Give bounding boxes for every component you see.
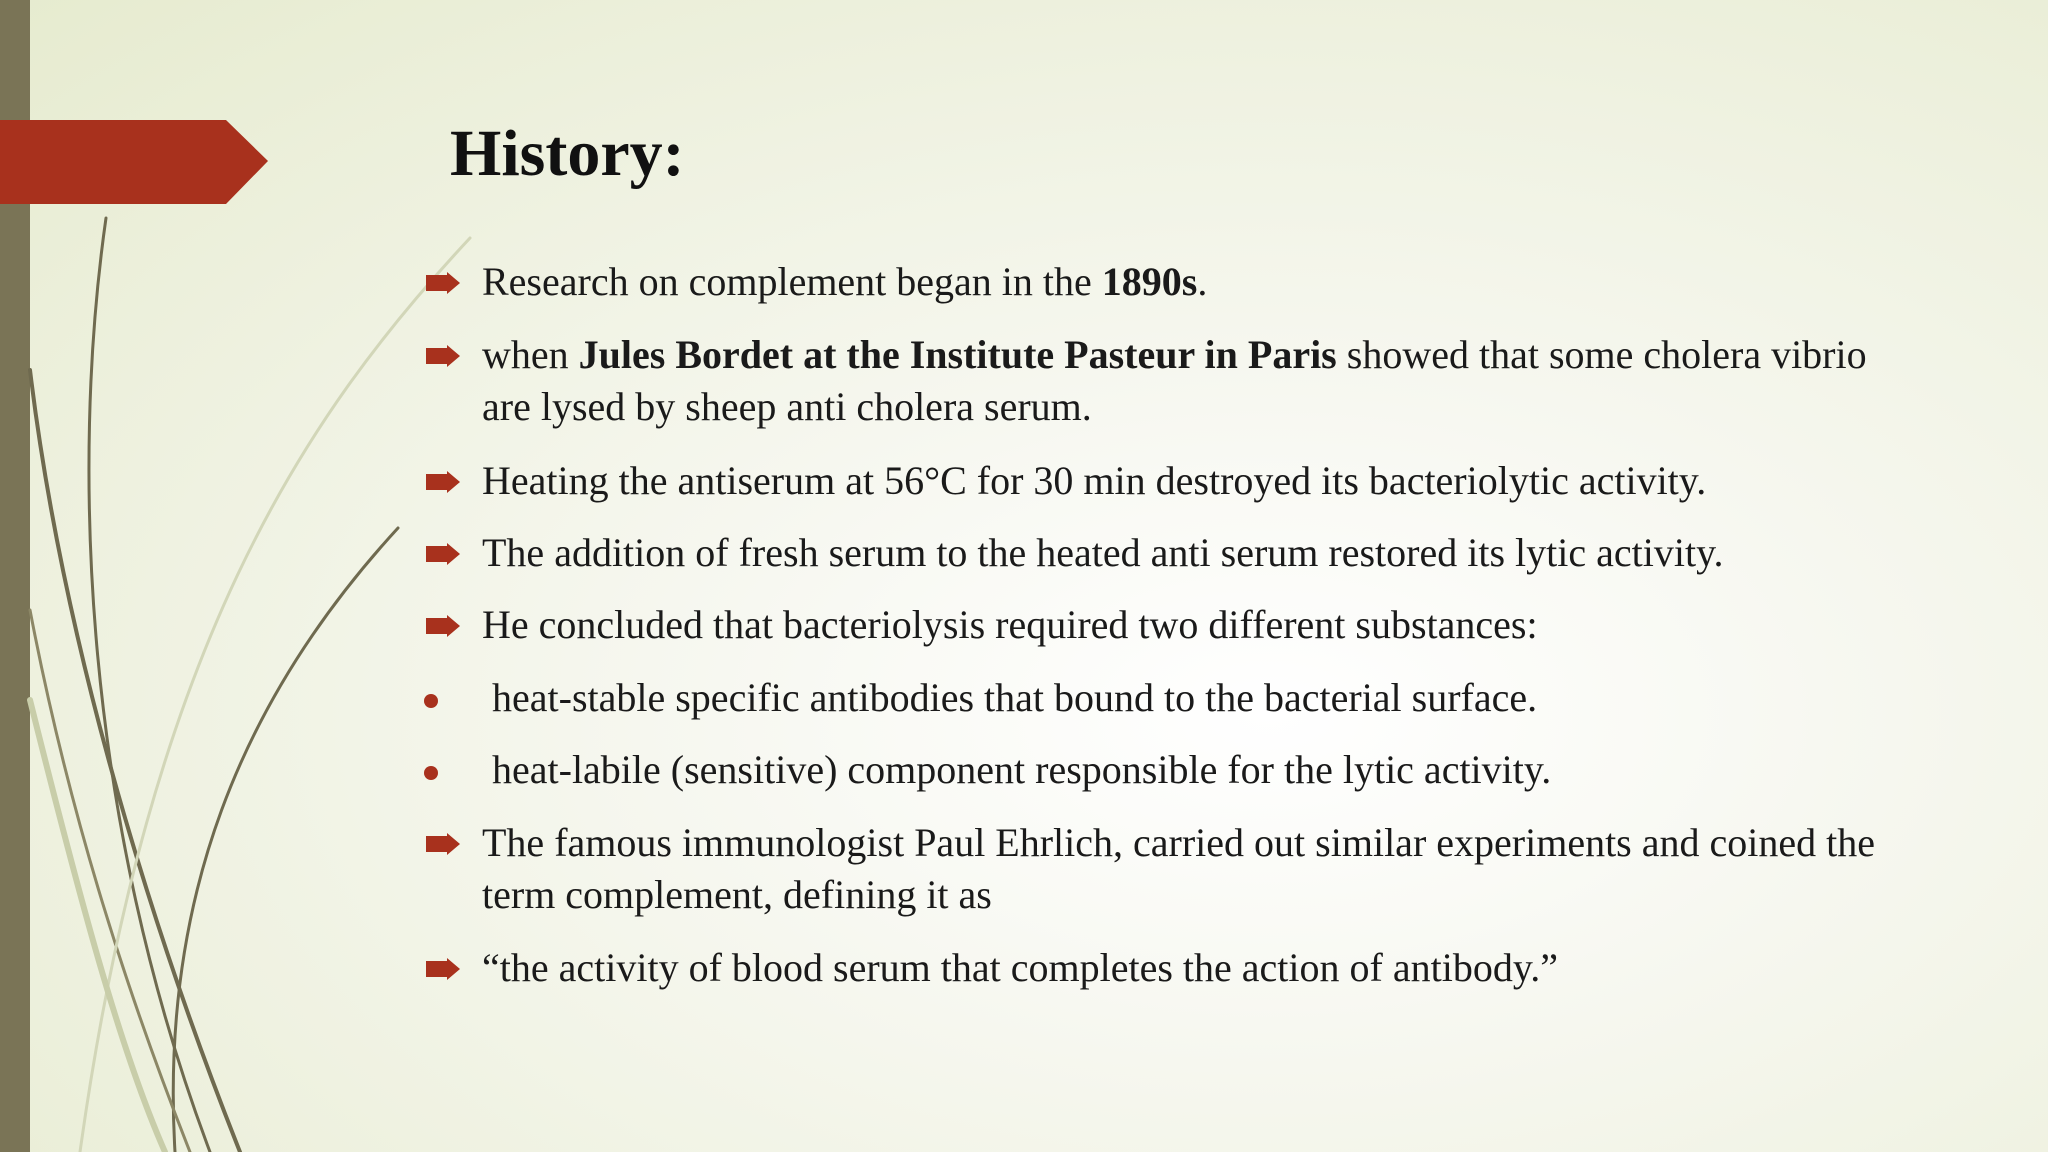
text-run: He concluded that bacteriolysis required two different substances: — [482, 602, 1538, 647]
bold-text-run: 1890s — [1101, 259, 1198, 304]
title-arrow-banner — [0, 120, 268, 204]
bullet-text — [492, 744, 1912, 796]
text-run: Research on complement began in the — [482, 259, 1102, 304]
slide-title: History: — [450, 117, 685, 190]
bullet-text — [492, 672, 1912, 724]
arrow-bullet-icon — [426, 272, 460, 294]
text-run: when — [482, 332, 579, 377]
text-run: Heating the antiserum at 56°C for 30 min destroyed its bacteriolytic activity. — [482, 458, 1707, 503]
arrow-bullet-icon — [426, 615, 460, 637]
text-run: The addition of fresh serum to the heated anti serum restored its lytic activity. — [482, 530, 1724, 575]
text-run: . — [1197, 259, 1208, 304]
bold-text-run: Jules Bordet at the Institute Pasteur in Paris — [578, 332, 1337, 377]
bullet-text — [482, 329, 1902, 433]
dot-bullet-icon — [424, 766, 438, 780]
arrow-bullet-icon — [426, 471, 460, 493]
bullet-text — [482, 527, 1902, 579]
text-run: showed that some cholera vibrio are lysed by sheep anti cholera serum. — [482, 332, 1867, 429]
arrow-bullet-icon — [426, 833, 460, 855]
arrow-bullet-icon — [426, 345, 460, 367]
bullet-text — [482, 599, 1902, 651]
dot-bullet-icon — [424, 694, 438, 708]
bullet-text — [482, 256, 1902, 308]
text-run: The famous immunologist Paul Ehrlich, carried out similar experiments and coined the term complement, defining it as — [482, 820, 1875, 917]
arrow-bullet-icon — [426, 958, 460, 980]
arrow-bullet-icon — [426, 543, 460, 565]
text-run: heat-labile (sensitive) component responsible for the lytic activity. — [492, 747, 1552, 792]
bullet-text — [482, 455, 1902, 507]
text-run: “the activity of blood serum that completes the action of antibody.” — [482, 945, 1558, 990]
bullet-text — [482, 817, 1902, 921]
text-run: heat-stable specific antibodies that bound to the bacterial surface. — [492, 675, 1538, 720]
left-accent-bar — [0, 0, 30, 1152]
bullet-text — [482, 942, 1902, 994]
